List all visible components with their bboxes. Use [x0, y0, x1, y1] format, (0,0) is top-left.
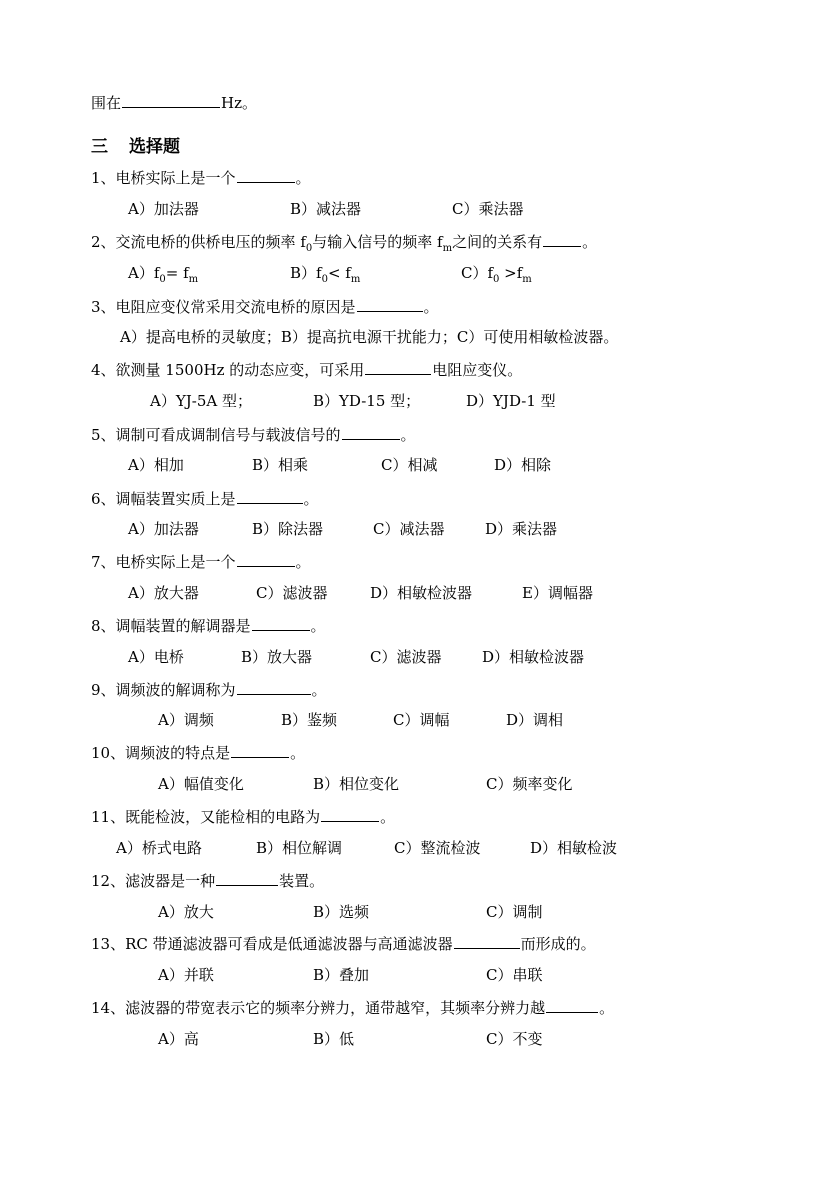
option-c: C）滤波器	[370, 648, 442, 666]
option-a: A）放大	[158, 903, 214, 921]
answer-blank	[454, 933, 520, 949]
question-text-end: 而形成的。	[520, 935, 596, 953]
question-7	[91, 551, 311, 572]
option-c: C）调制	[486, 903, 543, 921]
option-e: E）调幅器	[522, 584, 593, 602]
question-text: 9、调频波的解调称为	[91, 681, 236, 699]
option-d: D）YJD-1 型	[466, 392, 556, 410]
option-c: C）不变	[486, 1030, 543, 1048]
answer-blank	[237, 551, 295, 567]
section-title: 选择题	[129, 137, 180, 157]
section-number: 三	[91, 137, 108, 157]
option-a: A）高	[158, 1030, 199, 1048]
question-text-end: 。	[582, 233, 598, 251]
answer-blank	[122, 92, 220, 108]
option-c: C）频率变化	[486, 775, 573, 793]
answer-blank	[357, 296, 423, 312]
answer-blank	[342, 424, 400, 440]
question-text: 3、电阻应变仪常采用交流电桥的原因是	[91, 298, 356, 316]
intro-text: 围在	[91, 94, 122, 112]
intro-text-end: Hz。	[221, 94, 257, 112]
question-text: 7、电桥实际上是一个	[91, 553, 236, 571]
answer-blank	[252, 615, 310, 631]
option-d: D）调相	[506, 711, 564, 729]
question-text-end: 。	[423, 298, 439, 316]
question-text: 2、交流电桥的供桥电压的频率 f	[91, 233, 306, 251]
question-4	[91, 359, 522, 380]
answer-blank	[216, 870, 278, 886]
answer-blank	[365, 359, 431, 375]
option-a: A）放大器	[128, 584, 199, 602]
option-a: A）YJ-5A 型；	[150, 392, 252, 410]
option-b: B）YD-15 型；	[313, 392, 421, 410]
question-8	[91, 615, 326, 636]
option-c: C）滤波器	[256, 584, 328, 602]
option-b: B）减法器	[290, 200, 362, 218]
option-d: D）乘法器	[485, 520, 558, 538]
question-text-end: 电阻应变仪。	[432, 361, 523, 379]
answer-blank	[546, 997, 598, 1013]
answer-blank	[237, 167, 295, 183]
question-10	[91, 742, 305, 763]
question-text: 6、调幅装置实质上是	[91, 490, 236, 508]
question-text-end: 。	[599, 999, 615, 1017]
option-a: A）加法器	[128, 520, 199, 538]
question-text: 8、调幅装置的解调器是	[91, 617, 251, 635]
option-b: B）选频	[313, 903, 370, 921]
intro-line	[91, 92, 257, 113]
option-b: B）低	[313, 1030, 355, 1048]
question-text-end: 。	[295, 553, 311, 571]
section-heading	[91, 132, 180, 157]
question-12	[91, 870, 324, 891]
option-b: B）除法器	[252, 520, 324, 538]
question-text: 1、电桥实际上是一个	[91, 169, 236, 187]
question-text: 14、滤波器的带宽表示它的频率分辨力，通带越窄，其频率分辨力越	[91, 999, 546, 1017]
question-text-end: 。	[290, 744, 306, 762]
question-text-end: 。	[400, 426, 416, 444]
option-c: C）串联	[486, 966, 543, 984]
question-14	[91, 997, 614, 1018]
option-a: A）电桥	[128, 648, 184, 666]
question-text: 12、滤波器是一种	[91, 872, 216, 890]
option-line: A）提高电桥的灵敏度；B）提高抗电源干扰能力；C）可使用相敏检波器。	[120, 328, 619, 346]
option-c: $C)f_0 >f_m$	[461, 264, 532, 285]
option-b: B）相乘	[252, 456, 309, 474]
answer-blank	[237, 488, 303, 504]
option-c: C）减法器	[373, 520, 445, 538]
option-a: $A)f_0= f_m$	[128, 264, 199, 285]
answer-blank	[543, 231, 581, 247]
question-11	[91, 806, 395, 827]
question-text: 10、调频波的特点是	[91, 744, 231, 762]
question-1	[91, 167, 311, 188]
question-5	[91, 424, 416, 445]
option-c: C）乘法器	[452, 200, 524, 218]
question-text: 与输入信号的频率 f	[312, 233, 443, 251]
question-text-end: 。	[303, 490, 319, 508]
option-b: B）相位变化	[313, 775, 400, 793]
option-c: C）整流检波	[394, 839, 481, 857]
option-b: B）相位解调	[256, 839, 343, 857]
subscript: m	[442, 243, 453, 254]
question-text: 11、既能检波，又能检相的电路为	[91, 808, 321, 826]
option-a: A）幅值变化	[158, 775, 244, 793]
subscript: 0	[305, 243, 313, 254]
option-c: C）调幅	[393, 711, 450, 729]
option-a: A）调频	[158, 711, 214, 729]
option-a: A）相加	[128, 456, 184, 474]
answer-blank	[321, 806, 379, 822]
option-c: C）相减	[381, 456, 438, 474]
option-d: D）相敏检波器	[370, 584, 473, 602]
question-3	[91, 296, 439, 317]
option-b: $B)f_0< f_m$	[290, 264, 361, 285]
question-text: 4、欲测量 1500Hz 的动态应变，可采用	[91, 361, 365, 379]
question-text-end: 装置。	[279, 872, 325, 890]
question-text: 5、调制可看成调制信号与载波信号的	[91, 426, 341, 444]
question-text-end: 。	[310, 617, 326, 635]
question-text: 之间的关系有	[452, 233, 543, 251]
option-b: B）叠加	[313, 966, 370, 984]
option-b: B）放大器	[241, 648, 313, 666]
question-text-end: 。	[311, 681, 327, 699]
option-a: A）并联	[158, 966, 214, 984]
question-2	[91, 231, 597, 259]
question-text-end: 。	[295, 169, 311, 187]
answer-blank	[237, 679, 311, 695]
answer-blank	[231, 742, 289, 758]
option-a: A）加法器	[128, 200, 199, 218]
question-13	[91, 933, 596, 954]
question-text-end: 。	[380, 808, 396, 826]
option-b: B）鉴频	[281, 711, 338, 729]
question-text: 13、RC 带通滤波器可看成是低通滤波器与高通滤波器	[91, 935, 453, 953]
option-d: D）相敏检波器	[482, 648, 585, 666]
option-d: D）相除	[494, 456, 552, 474]
question-6	[91, 488, 319, 509]
option-d: D）相敏检波	[530, 839, 618, 857]
option-a: A）桥式电路	[116, 839, 202, 857]
question-9	[91, 679, 327, 700]
